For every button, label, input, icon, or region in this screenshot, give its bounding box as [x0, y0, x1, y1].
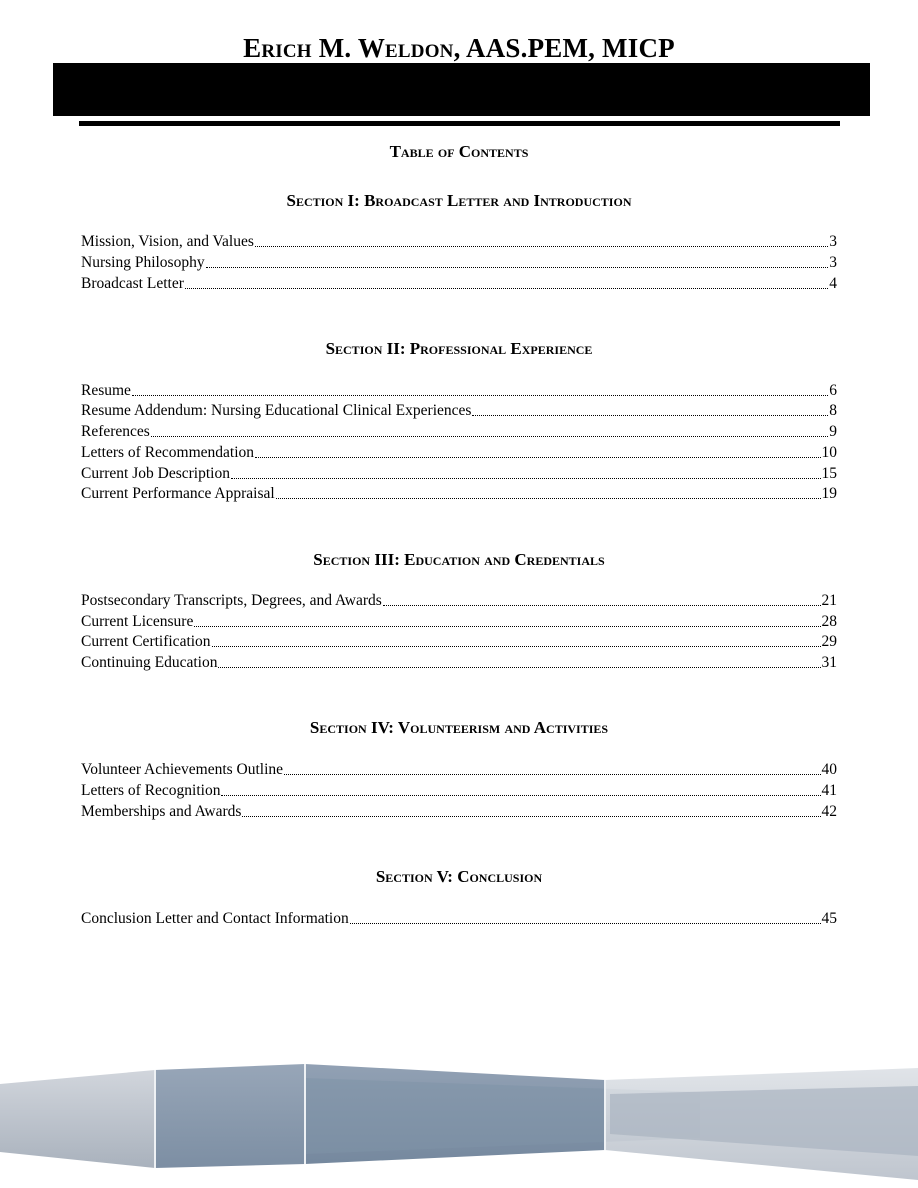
dot-leader: [276, 498, 821, 499]
toc-entry-title: Continuing Education: [81, 654, 218, 671]
toc-entry-title: Conclusion Letter and Contact Information: [81, 910, 349, 927]
section-heading-1: Section I: Broadcast Letter and Introduction: [286, 191, 632, 210]
toc-entry[interactable]: [81, 632, 837, 652]
toc-entry[interactable]: [81, 274, 837, 294]
toc-entry[interactable]: [81, 781, 837, 801]
toc-entry[interactable]: [81, 591, 837, 611]
toc-entry[interactable]: [81, 464, 837, 484]
toc-entry-title: References: [81, 423, 150, 440]
toc-entry-title: Current Job Description: [81, 465, 230, 482]
toc-page-number: 29: [821, 633, 837, 650]
toc-title: Table of Contents: [389, 142, 529, 161]
toc-entry-title: Memberships and Awards: [81, 803, 242, 820]
dot-leader: [212, 646, 821, 647]
dot-leader: [185, 288, 828, 289]
toc-entry[interactable]: [81, 484, 837, 504]
toc-entry-title: Broadcast Letter: [81, 275, 184, 292]
footer-ribbon-graphic: [0, 1060, 918, 1188]
toc-page-number: 8: [829, 402, 837, 419]
header-rule: [79, 121, 840, 126]
author-name: Erich M. Weldon, AAS.PEM, MICP: [243, 33, 675, 63]
toc-page-number: 42: [821, 803, 837, 820]
toc-entry[interactable]: [81, 422, 837, 442]
toc-entry[interactable]: [81, 760, 837, 780]
dot-leader: [231, 478, 821, 479]
toc-page-number: 3: [829, 254, 837, 271]
toc-entry[interactable]: [81, 612, 837, 632]
section-heading-3: Section III: Education and Credentials: [313, 550, 605, 569]
toc-page-number: 45: [821, 910, 837, 927]
dot-leader: [472, 415, 828, 416]
dot-leader: [255, 246, 828, 247]
header-band: [53, 63, 870, 116]
section-heading-2: Section II: Professional Experience: [325, 339, 593, 358]
toc-page-number: 9: [829, 423, 837, 440]
dot-leader: [132, 395, 828, 396]
dot-leader: [218, 667, 820, 668]
toc-entry[interactable]: [81, 253, 837, 273]
dot-leader: [242, 816, 820, 817]
toc-page-number: 21: [821, 592, 837, 609]
toc-page-number: 10: [821, 444, 837, 461]
toc-page-number: 4: [829, 275, 837, 292]
dot-leader: [194, 626, 820, 627]
toc-page-number: 40: [821, 761, 837, 778]
toc-entry[interactable]: [81, 443, 837, 463]
toc-entry-title: Nursing Philosophy: [81, 254, 205, 271]
toc-entry[interactable]: [81, 381, 837, 401]
toc-page-number: 3: [829, 233, 837, 250]
dot-leader: [350, 923, 821, 924]
dot-leader: [151, 436, 828, 437]
toc-entry-title: Current Licensure: [81, 613, 194, 630]
toc-page-number: 31: [821, 654, 837, 671]
toc-page-number: 6: [829, 382, 837, 399]
dot-leader: [383, 605, 821, 606]
toc-entry[interactable]: [81, 802, 837, 822]
toc-entry-title: Letters of Recognition: [81, 782, 221, 799]
toc-page-number: 15: [821, 465, 837, 482]
toc-entry-title: Volunteer Achievements Outline: [81, 761, 284, 778]
dot-leader: [221, 795, 820, 796]
toc-entry-title: Current Performance Appraisal: [81, 485, 275, 502]
toc-page-number: 19: [821, 485, 837, 502]
toc-entry-title: Current Certification: [81, 633, 211, 650]
toc-entry[interactable]: [81, 232, 837, 252]
toc-entry[interactable]: [81, 653, 837, 673]
toc-entry-title: Postsecondary Transcripts, Degrees, and Awards: [81, 592, 382, 609]
toc-entry-title: Letters of Recommendation: [81, 444, 255, 461]
toc-page-number: 28: [821, 613, 837, 630]
toc-entry-title: Resume Addendum: Nursing Educational Clinical Experiences: [81, 402, 472, 419]
dot-leader: [255, 457, 820, 458]
toc-entry[interactable]: [81, 401, 837, 421]
section-heading-4: Section IV: Volunteerism and Activities: [309, 718, 609, 737]
toc-page-number: 41: [821, 782, 837, 799]
toc-entry-title: Resume: [81, 382, 131, 399]
toc-entry[interactable]: [81, 909, 837, 929]
toc-entry-title: Mission, Vision, and Values: [81, 233, 254, 250]
section-heading-5: Section V: Conclusion: [375, 867, 543, 886]
dot-leader: [284, 774, 820, 775]
dot-leader: [206, 267, 829, 268]
